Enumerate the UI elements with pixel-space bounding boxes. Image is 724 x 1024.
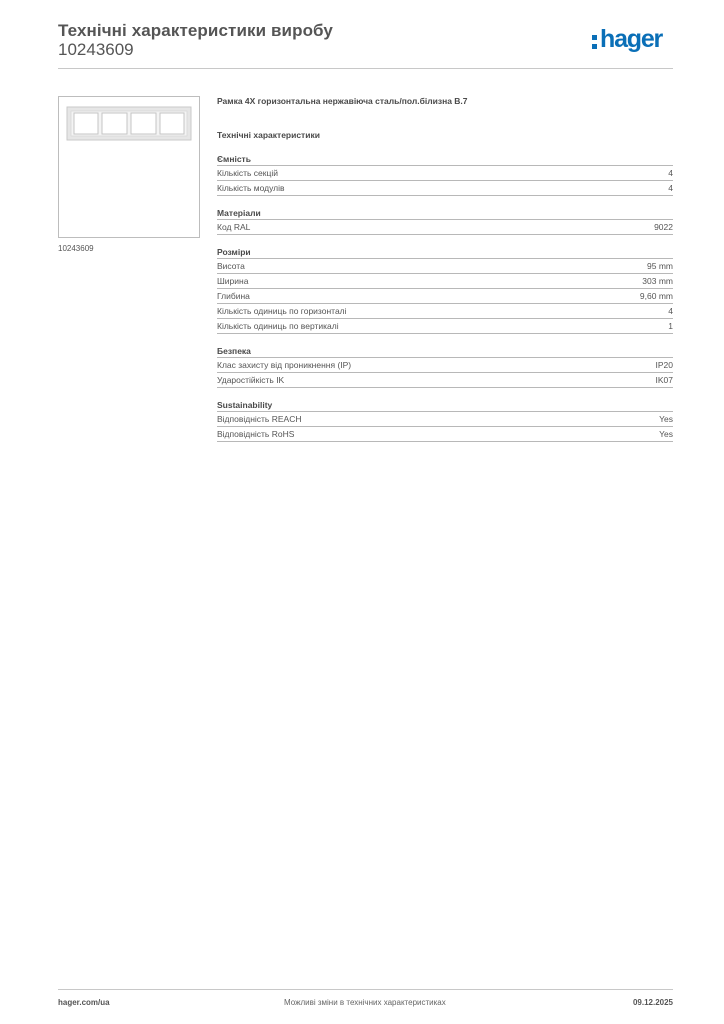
page-title: Технічні характеристики виробу (58, 21, 333, 40)
spec-label: Кількість одиниць по горизонталі (217, 306, 347, 316)
spec-value: 303 mm (642, 276, 673, 286)
group-title: Ємність (217, 153, 673, 166)
spec-label: Висота (217, 261, 245, 271)
footer-divider (58, 989, 673, 990)
spec-row (217, 181, 673, 196)
spec-label: Глибина (217, 291, 250, 301)
spec-value: 95 mm (647, 261, 673, 271)
footer-website-link[interactable]: hager.com/ua (58, 998, 110, 1007)
spec-value: 4 (668, 306, 673, 316)
hager-logo (592, 25, 674, 56)
spec-label: Код RAL (217, 222, 251, 232)
spec-row (217, 373, 673, 388)
spec-value: 1 (668, 321, 673, 331)
spec-value: Yes (659, 429, 673, 439)
product-frame-4x-icon (59, 97, 199, 237)
spec-value: IK07 (655, 375, 673, 385)
spec-group-materials (217, 207, 673, 235)
spec-value: 9022 (654, 222, 673, 232)
group-title: Матеріали (217, 207, 673, 220)
spec-heading: Технічні характеристики (217, 130, 320, 140)
spec-group-dimensions (217, 246, 673, 334)
product-name: Рамка 4X горизонтальна нержавіюча сталь/пол.білизна B.7 (217, 96, 468, 106)
spec-row (217, 358, 673, 373)
spec-value: 4 (668, 183, 673, 193)
footer-notice: Можливі зміни в технічних характеристиках (284, 998, 446, 1007)
spec-label: Ширина (217, 276, 249, 286)
spec-label: Кількість модулів (217, 183, 285, 193)
spec-row (217, 259, 673, 274)
group-title: Sustainability (217, 399, 673, 412)
spec-group-safety (217, 345, 673, 388)
footer-date: 09.12.2025 (632, 998, 673, 1007)
spec-label: Відповідність REACH (217, 414, 302, 424)
spec-label: Ударостійкість IK (217, 375, 285, 385)
product-image (58, 96, 200, 238)
spec-group-capacity (217, 153, 673, 196)
spec-row (217, 412, 673, 427)
spec-label: Кількість одиниць по вертикалі (217, 321, 339, 331)
header-divider (58, 68, 673, 69)
spec-label: Клас захисту від проникнення (IP) (217, 360, 352, 370)
spec-value: 9,60 mm (639, 291, 673, 301)
spec-value: IP20 (655, 360, 673, 370)
spec-area (217, 94, 673, 442)
logo-dots-icon (592, 35, 597, 49)
spec-group-sustainability (217, 399, 673, 442)
spec-label: Відповідність RoHS (217, 429, 295, 439)
spec-row (217, 274, 673, 289)
group-title: Розміри (217, 246, 673, 259)
spec-value: 4 (668, 168, 673, 178)
product-code: 10243609 (58, 40, 134, 59)
spec-row (217, 427, 673, 442)
spec-row (217, 304, 673, 319)
logo-text: hager (600, 25, 663, 53)
group-title: Безпека (217, 345, 673, 358)
spec-row (217, 289, 673, 304)
spec-label: Кількість секцій (217, 168, 278, 178)
spec-row (217, 319, 673, 334)
spec-value: Yes (659, 414, 673, 424)
spec-row (217, 166, 673, 181)
spec-row (217, 220, 673, 235)
image-caption: 10243609 (58, 244, 94, 253)
